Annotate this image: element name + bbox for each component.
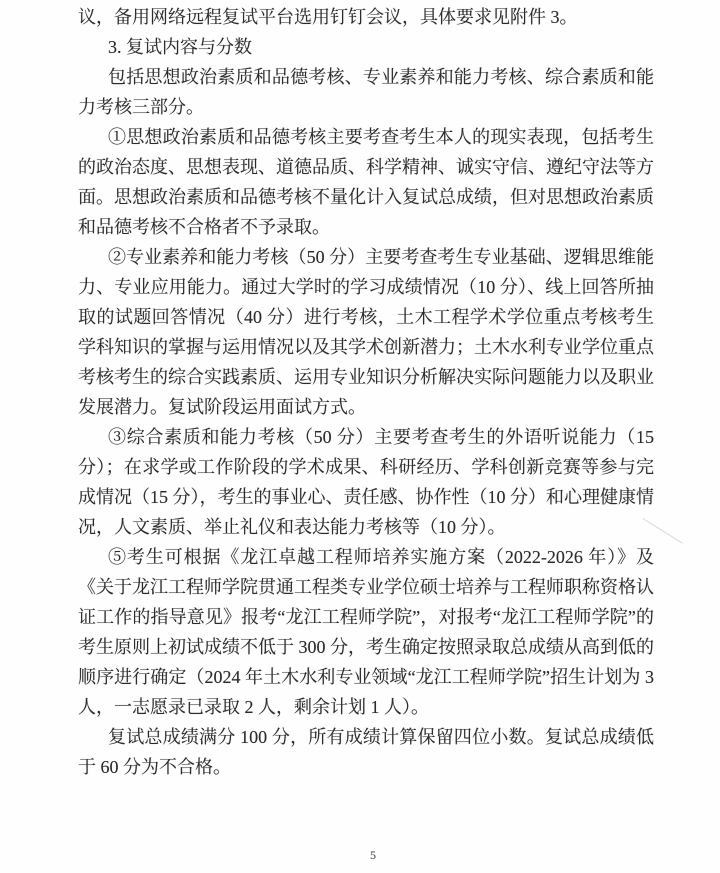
document-body: [78, 2, 654, 782]
paragraph-continuation: 议，备用网络远程复试平台选用钉钉会议，具体要求见附件 3。: [78, 7, 578, 27]
paragraph-overview: 包括思想政治素质和品德考核、专业素养和能力考核、综合素质和能力考核三部分。: [78, 67, 654, 117]
paragraph-item-2: ②专业素养和能力考核（50 分）主要考查考生专业基础、逻辑思维能力、专业应用能力。通过大学时的学习成绩情况（10 分）、线上回答所抽取的试题回答情况（40 分）进行考核，土木工程学术学位重点考核考生学科知识的掌握与运用情况以及其学术创新潜力；土木水利专业学位重点考核考生的综合实践素质、运用专业知识分析解决实际问题能力以及职业发展潜力。复试阶段运用面试方式。: [78, 247, 654, 417]
paragraph-item-5: ⑤考生可根据《龙江卓越工程师培养实施方案（2022-2026 年）》及《关于龙江工程师学院贯通工程类专业学位硕士培养与工程师职称资格认证工作的指导意见》报考“龙江工程师学院”，对报考“龙江工程师学院”的考生原则上初试成绩不低于 300 分，考生确定按照录取总成绩从高到低的顺序进行确定（2024 年土木水利专业领域“龙江工程师学院”招生计划为 3 人，一志愿录已录取 2 人，剩余计划 1 人）。: [78, 547, 654, 717]
paragraph-item-1: ①思想政治素质和品德考核主要考查考生本人的现实表现，包括考生的政治态度、思想表现、道德品质、科学精神、诚实守信、遵纪守法等方面。思想政治素质和品德考核不量化计入复试总成绩，但对思想政治素质和品德考核不合格者不予录取。: [78, 127, 654, 237]
page-number: 5: [370, 848, 376, 862]
paragraph-item-3: ③综合素质和能力考核（50 分）主要考查考生的外语听说能力（15 分）；在求学或工作阶段的学术成果、科研经历、学科创新竞赛等参与完成情况（15 分），考生的事业心、责任感、协作性（10 分）和心理健康情况，人文素质、举止礼仪和表达能力考核等（10 分）。: [78, 427, 654, 537]
paragraph-total-score: 复试总成绩满分 100 分，所有成绩计算保留四位小数。复试总成绩低于 60 分为不合格。: [78, 727, 654, 777]
section-heading-3: 3. 复试内容与分数: [108, 37, 252, 57]
